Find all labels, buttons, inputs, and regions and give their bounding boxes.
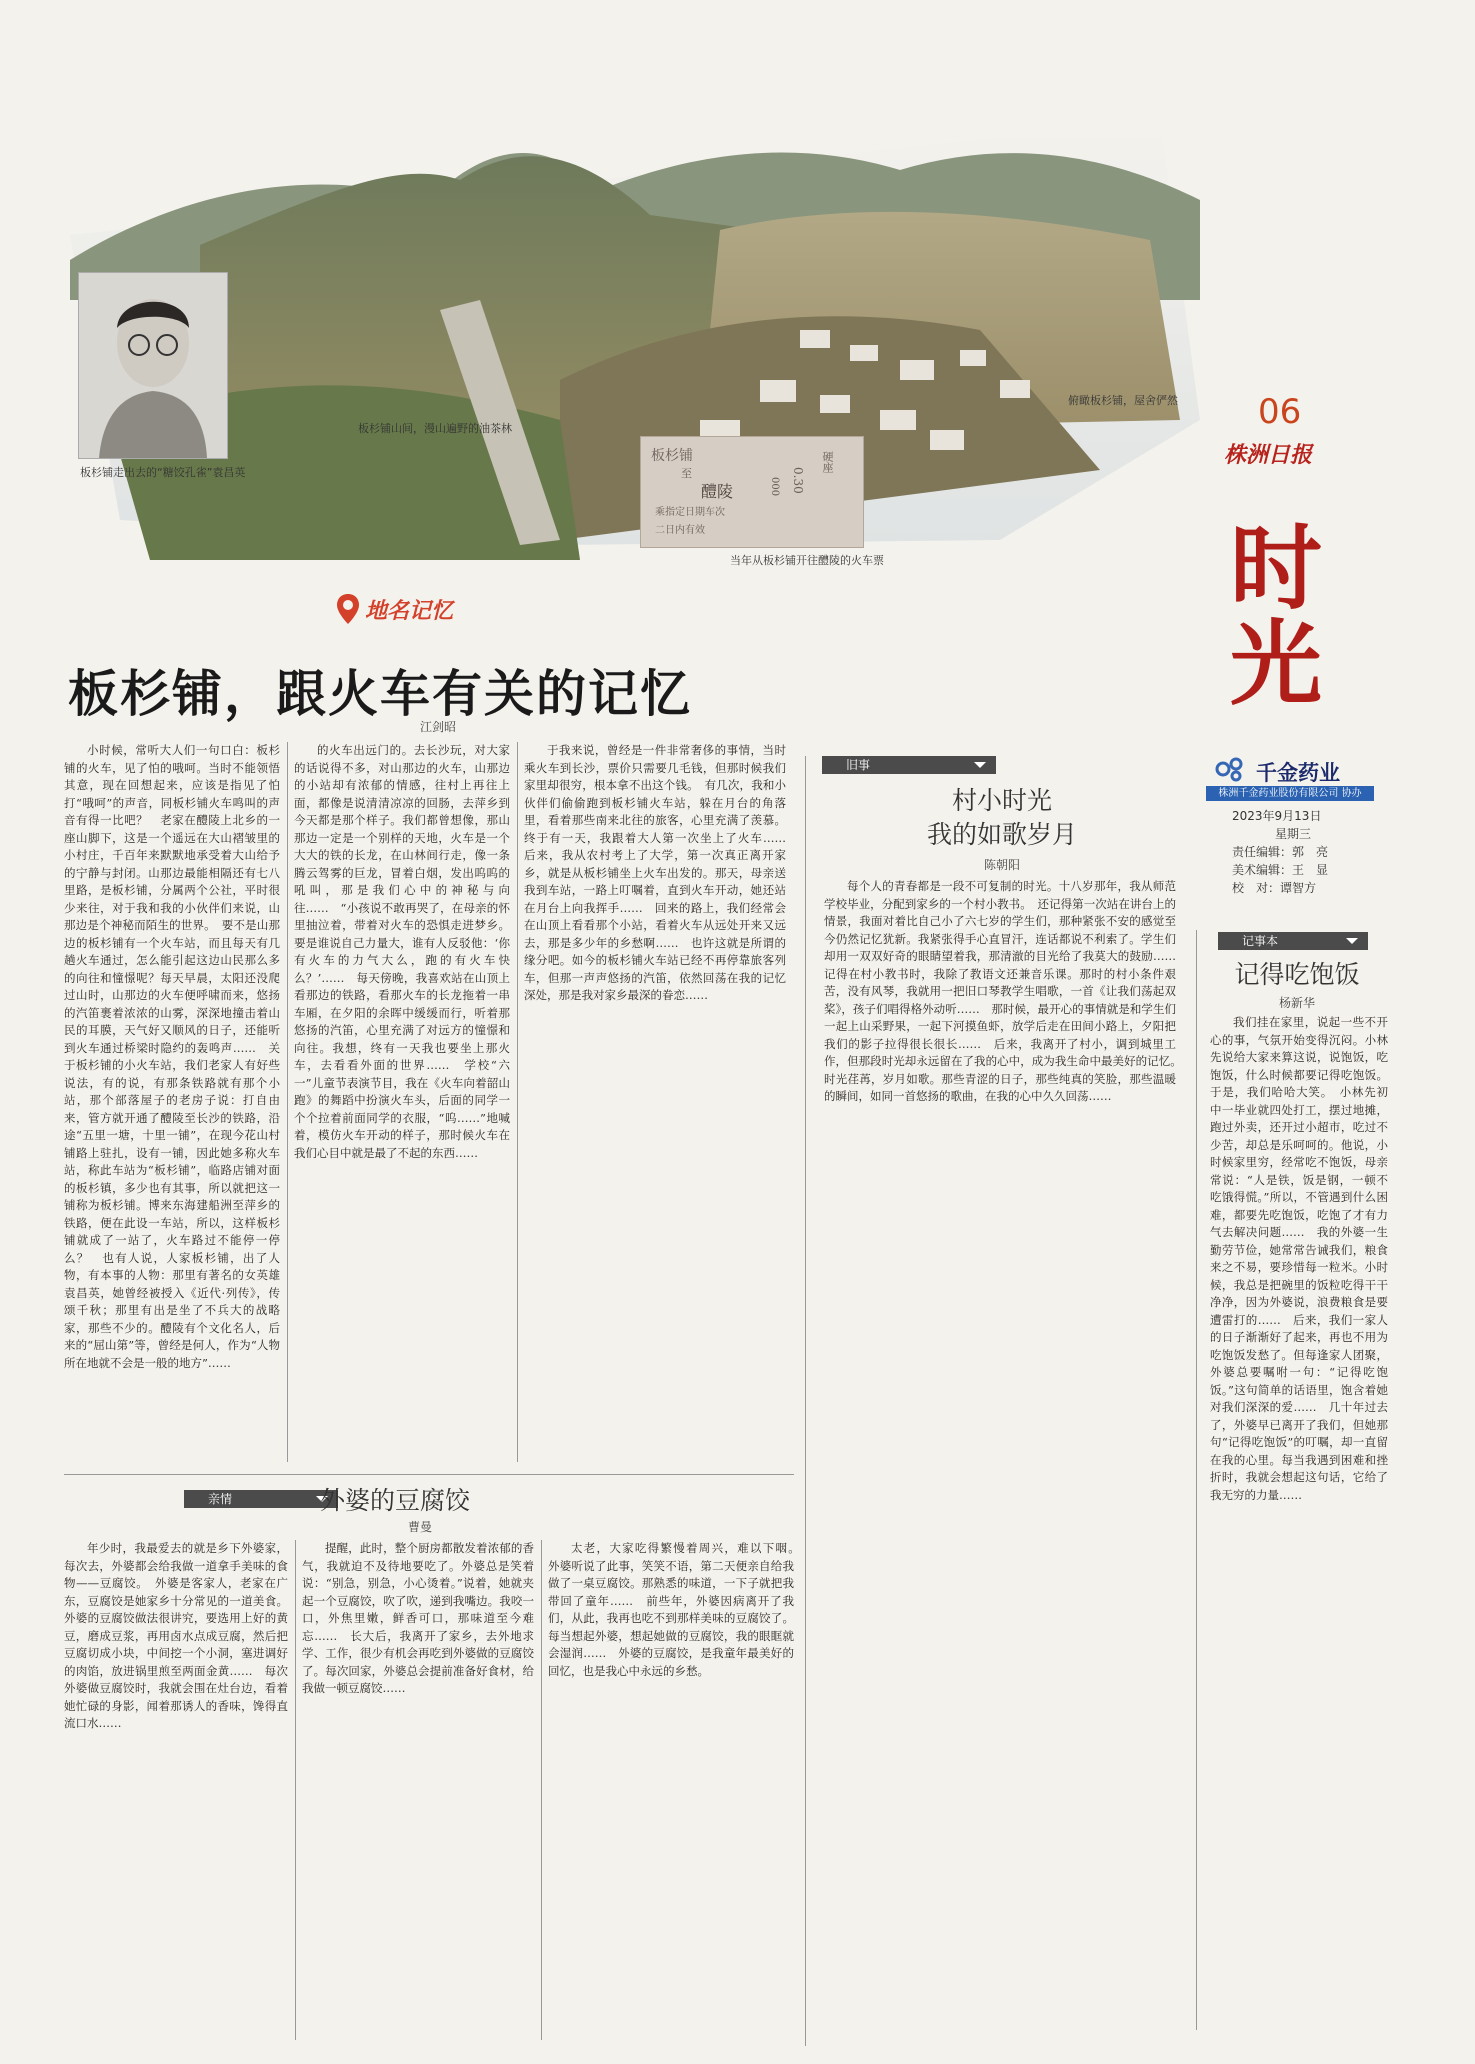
story3-headline: 外婆的豆腐饺 [320,1486,471,1515]
brand-tag [335,593,453,625]
memoir-author: 陈朝阳 [983,858,1020,872]
issue-date: 2023年9月13日 [1232,809,1322,823]
column-name: 时光 [1230,514,1323,718]
ticket-validity: 二日内有效 [655,525,705,536]
ticket-origin: 板杉铺 [651,448,693,464]
story2-body: 我们挂在家里，说起一些不开心的事，气氛开始变得沉闷。小林先说给大家来算这说，说饱饭，吃饱饭，什么时候都要记得吃饱饭。于是，我们哈哈大笑。 小林先初中一毕业就四处打工，摆过地摊，跑过外卖，还开过小超市，吃过不少苦，却总是乐呵呵的。他说，小时候家里穷，经常吃不饱饭，母亲常说：“人是铁，饭是钢，一顿不吃饿得慌。”所以，不管遇到什么困难，都要先吃饱饭，吃饱了才有力气去解决问题…… 我的外婆一生勤劳节俭，她常常告诫我们，粮食来之不易，要珍惜每一粒米。小时候，我总是把碗里的饭粒吃得干干净净，因为外婆说，浪费粮食是要遭雷打的…… 后来，我们一家人的日子渐渐好了起来，再也不用为吃饱饭发愁了。但每逢家人团聚，外婆总要嘱咐一句：“记得吃饱饭。”这句简单的话语里，饱含着她对我们深深的爱…… 几十年过去了，外婆早已离开了我们，但她那句“记得吃饱饭”的叮嘱，却一直留在我的心里。每当我遇到困难和挫折时，我就会想起这句话，它给了我无穷的力量…… [1210,1015,1388,1502]
issue-weekday: 星期三 [1275,827,1312,841]
ticket-destination: 醴陵 [701,482,734,501]
page-number: 06 [1258,392,1302,432]
portrait-caption: 板杉铺走出去的“糖饺孔雀”袁昌英 [80,466,246,479]
ticket-price: 0.30 [791,467,805,494]
story3-col-3: 太老，大家吃得繁慢着周兴，难以下咽。 外婆听说了此事，笑笑不语，第二天便亲自给我做了一桌豆腐饺。那熟悉的味道，一下子就把我带回了童年…… 前些年，外婆因病离开了我们，从此，我再也吃不到那样美味的豆腐饺了。每当想起外婆，想起她做的豆腐饺，我的眼眶就会湿润…… 外婆的豆腐饺，是我童年最美好的回忆，也是我心中永远的乡愁。 [548,1541,806,1678]
ticket-serial: 000 [769,477,780,497]
brand-label: 地名记忆 [365,597,454,624]
train-ticket-image [640,436,864,548]
main-author: 江剑昭 [420,720,457,734]
memoir-headline-line-1: 村小时光 [951,786,1052,815]
memoir-headline-line-2: 我的如歌岁月 [926,820,1077,849]
main-article-col-1: 小时候，常听大人们一句口白：板杉铺的火车，见了怕的哦呵。当时不能领悟其意，现在回想起来，应该是指见了怕打“哦呵”的声音，同板杉铺火车鸣叫的声音有得一比吧？ 老家在醴陵上北乡的一座山脚下，这是一个遥远在大山褶皱里的小村庄，千百年来默默地承受着大山给予的宁静与封闭。山那边最能相隔还有七八里路，是板杉铺，分属两个公社，平时很少来往，对于我和我的小伙伴们来说，山那边是个神秘而陌生的世界。 要不是山那边的板杉铺有一个火车站，而且每天有几趟火车通过，怎么能引起这边山民那么多的向往和憧憬呢？每天早晨，太阳还没爬过山时，山那边的火车便呼啸而来，悠扬的汽笛裹着浓浓的山雾，深深地撞击着山民的耳膜，天气好又顺风的日子，还能听到火车通过桥梁时隐约的轰鸣声…… 关于板杉铺的小火车站，我们老家人有好些说法，有的说，有那条铁路就有那个小站，那个部落屋子的老房子说：打自由来，管方就开通了醴陵至长沙的铁路，沿途“五里一塘，十里一铺”，在现今花山村铺路上驻扎，设有一铺，因此她多称火车站，称此车站为“板杉铺”，临路店铺对面的板杉镇，多少也有其事，所以就把这一铺称为板杉铺。博来东海建船洲至萍乡的铁路，便在此设一车站，所以，这样板杉铺就成了一站了，火车路过不能停一停么？ 也有人说，人家板杉铺，出了人物，有本事的人物：那里有著名的女英雄袁昌英，她曾经被授入《近代·列传》，传颂千秋；那里有出是坐了不兵大的战略家，那些不少的。醴陵有个文化名人，后来的“屈山第”等，曾经是何人，作为“人物所在地就不会是一般的地方”…… [64,743,280,1370]
aerial-caption: 俯瞰板杉铺，屋舍俨然 [1068,394,1178,407]
column-divider [805,756,806,2046]
story2-headline: 记得吃饱饭 [1234,960,1360,989]
column-divider [541,1540,542,2040]
sponsor-name: 千金药业 [1256,761,1340,785]
ticket-note: 乘指定日期车次 [655,507,725,518]
memoir-body: 每个人的青春都是一段不可复制的时光。十八岁那年，我从师范学校毕业，分配到家乡的一个村小教书。 还记得第一次站在讲台上的情景，我面对着比自己小了六七岁的学生们，那种紧张不安的感觉至今仍然记忆犹新。我紧张得手心直冒汗，连话都说不利索了。学生们却用一双双好奇的眼睛望着我，那清澈的目光给了我莫大的鼓励…… 记得在村小教书时，我除了教语文还兼音乐课。那时的村小条件艰苦，没有风琴，我就用一把旧口琴教学生唱歌，一首《让我们荡起双桨》，孩子们唱得格外动听…… 那时候，最开心的事情就是和学生们一起上山采野果，一起下河摸鱼虾，放学后走在田间小路上，夕阳把我们的影子拉得很长很长…… 后来，我离开了村小，调到城里工作，但那段时光却永远留在了我的心中，成为我生命中最美好的记忆。 时光荏苒，岁月如歌。那些青涩的日子，那些纯真的笑脸，那些温暖的瞬间，如同一首悠扬的歌曲，在我的心中久久回荡…… [824,879,1188,1103]
story3-col-1: 年少时，我最爱去的就是乡下外婆家，每次去，外婆都会给我做一道拿手美味的食物——豆腐饺。 外婆是客家人，老家在广东，豆腐饺是她家乡十分常见的一道美食。外婆的豆腐饺做法很讲究，要选用上好的黄豆，磨成豆浆，再用卤水点成豆腐，然后把豆腐切成小块，中间挖一个小洞，塞进调好的肉馅，放进锅里煎至两面金黄…… 每次外婆做豆腐饺时，我就会围在灶台边，看着她忙碌的身影，闻着那诱人的香味，馋得直流口水…… [64,1541,288,1730]
proofreader-credit: 校 对：谭智方 [1232,881,1317,895]
ticket-class: 硬座 [821,451,834,473]
editor-credit: 责任编辑：郭 亮 [1232,845,1329,859]
main-article-col-3: 于我来说，曾经是一件非常奢侈的事情，当时乘火车到长沙，票价只需要几毛钱，但那时候我们家里却很穷，根本拿不出这个钱。 有几次，我和小伙伴们偷偷跑到板杉铺火车站，躲在月台的角落里，看着那些南来北往的旅客，心里充满了羡慕。终于有一天，我跟着大人第一次坐上了火车…… 后来，我从农村考上了大学，第一次真正离开家乡，就是从板杉铺坐上火车出发的。那天，母亲送我到车站，一路上叮嘱着，直到火车开动，她还站在月台上向我挥手…… 回来的路上，我们经常会在山顶上看看那个小站，看着火车从远处开来又远去，那是多少年的乡愁啊…… 也许这就是所谓的缘分吧。如今的板杉铺火车站已经不再停靠旅客列车，但那一声声悠扬的汽笛，依然回荡在我的记忆深处，那是我对家乡最深的眷恋…… [524,743,798,1002]
sponsor-note: 株洲千金药业股份有限公司 协办 [1206,786,1374,801]
story3-col-2: 提醒，此时，整个厨房都散发着浓郁的香气，我就迫不及待地要吃了。外婆总是笑着说：“别急，别急，小心烫着。”说着，她就夹起一个豆腐饺，吹了吹，递到我嘴边。我咬一口，外焦里嫩，鲜香可口，那味道至今难忘…… 长大后，我离开了家乡，去外地求学、工作，很少有机会再吃到外婆做的豆腐饺了。每次回家，外婆总会提前准备好食材，给我做一顿豆腐饺…… [302,1541,534,1695]
map-pin-icon [335,593,361,625]
paper-name: 株洲日报 [1224,442,1313,468]
main-article-col-2: 的火车出远门的。去长沙玩，对大家的话说得不多，对山那边的火车，山那边的小站却有浓郁的情感，往村上再往上面，都像是说清清凉凉的回肠，去萍乡到今天都是那个样子。我们都曾想像，那山那边一定是一个别样的天地，火车是一个大大的铁的长龙，在山林间行走，像一条腾云驾雾的巨龙，冒着白烟，发出呜呜的吼叫，那是我们心中的神秘与向往…… “小孩说不敢再哭了，在母亲的怀里抽泣着，带着对火车的恐惧走进梦乡。要是谁说自己力量大，谁有人反驳他：‘你有火车的力气大么，跑的有火车快么？’…… 每天傍晚，我喜欢站在山顶上看那边的铁路，看那火车的长龙拖着一串车厢，在夕阳的余晖中缓缓而行，听着那悠扬的汽笛，心里充满了对远方的憧憬和向往。我想，终有一天我也要坐上那火车，去看看外面的世界…… 学校“六一”儿童节表演节目，我在《火车向着韶山跑》的舞蹈中扮演火车头，后面的同学一个个拉着前面同学的衣服，“呜……”地喊着，模仿火车开动的样子，那时候火车在我们心目中就是最了不起的东西…… [294,743,510,1160]
story3-section-tag: 亲情 [184,1490,338,1508]
column-divider [295,1540,296,2040]
ticket-to: 至 [681,467,692,480]
ticket-caption: 当年从板杉铺开往醴陵的火车票 [730,554,884,567]
main-headline: 板杉铺，跟火车有关的记忆 [68,664,692,723]
sponsor-logo-icon [1214,756,1248,782]
story2-section-tag: 记事本 [1218,932,1368,950]
story3-author: 曹曼 [407,1520,432,1534]
column-divider [517,742,518,1462]
story2-author: 杨新华 [1278,996,1315,1010]
art-editor-credit: 美术编辑：王 显 [1232,863,1329,877]
portrait-photo [78,272,228,459]
valley-caption: 板杉铺山间，漫山遍野的油茶林 [358,422,512,435]
column-divider [1196,930,1197,2030]
memoir-section-tag: 旧事 [822,756,996,774]
section-divider [64,1474,794,1475]
column-divider [287,742,288,1462]
